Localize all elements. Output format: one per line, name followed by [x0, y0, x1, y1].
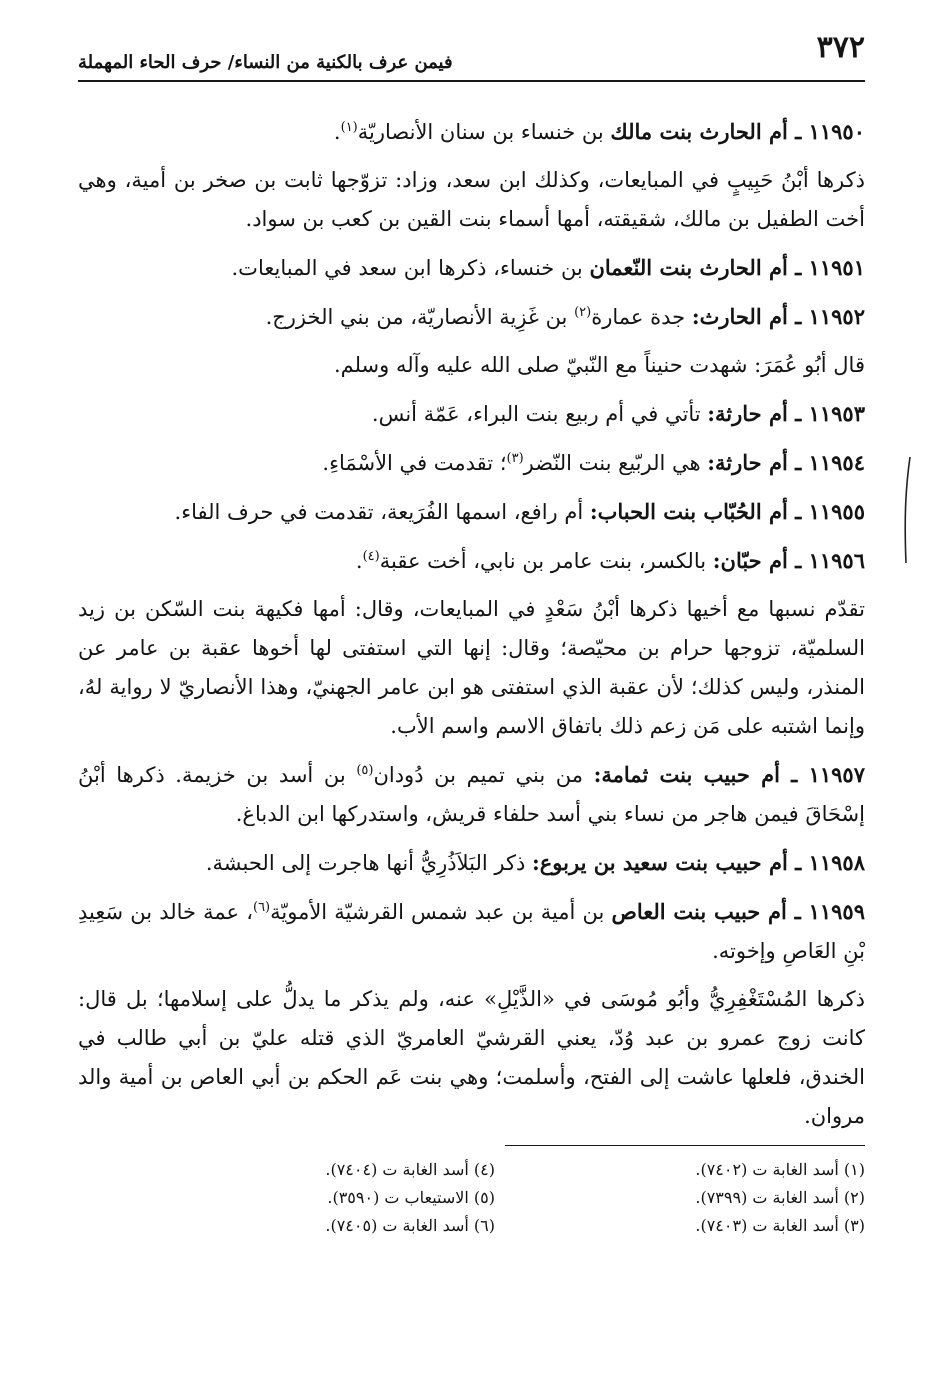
entry-number: ١١٩٥٤: [808, 450, 865, 475]
footnote-marker: (٢): [574, 305, 592, 320]
entry-separator: ـ: [787, 255, 809, 280]
entry-name: أم حارثة:: [707, 401, 788, 426]
entry-11959: [78, 892, 865, 971]
entry-name: أم حبّان:: [712, 548, 788, 573]
entry-name: أم الحارث بنت النّعمان: [589, 255, 788, 280]
entry-text-end: .: [355, 549, 363, 573]
entry-11957: [78, 755, 865, 834]
margin-pen-mark: [900, 455, 916, 565]
entry-text: أم رافع، اسمها الفُرَيعة، تقدمت في حرف الفاء.: [174, 500, 584, 524]
entry-number: ١١٩٥٧: [808, 762, 865, 787]
entry-name: أم الحارث بنت مالك: [610, 119, 788, 144]
entry-text-end: ؛ تقدمت في الأسْمَاءِ.: [322, 451, 507, 475]
entry-separator: ـ: [787, 548, 809, 573]
footnotes-column-left: [195, 1156, 495, 1240]
entry-text: جدة عمارة: [591, 305, 686, 329]
paragraph: ذكرها أبْنُ حَبِيبٍ في المبايعات، وكذلك ابن سعد، وزاد: تزوّجها ثابت بن صخر بن أمية، وهي أخت الطفيل بن مالك، شقيقته، أمها أسماء بنت القين بن كعب بن سواد.: [78, 168, 865, 231]
entry-name: أم حبيب بنت العاص: [611, 899, 787, 924]
paragraph: تقدّم نسبها مع أخيها ذكرها أبْنُ سَعْدٍ في المبايعات، وقال: أمها فكيهة بنت السّكن بن زيد السلميّة، تزوجها حرام بن محيّصة؛ وقال: إنها التي استفتى لها أخوها عقبة بن عامر عن المنذر، وليس كذلك؛ لأن عقبة الذي استفتى هو ابن عامر الجهنيّ، وهذا الأنصاريّ لا رواية لهُ، وإنما اشتبه على مَن زعم ذلك باتفاق الاسم واسم الأب.: [78, 597, 865, 738]
entry-number: ١١٩٥٩: [808, 899, 865, 924]
entry-text: بن خنساء بن سنان الأنصاريّة: [357, 120, 604, 144]
running-title: فيمن عرف بالكنية من النساء/ حرف الحاء المهملة: [78, 52, 453, 73]
footnote-marker: (٦): [252, 900, 271, 915]
entry-separator: ـ: [786, 899, 809, 924]
entry-text: تأتي في أم ربيع بنت البراء، عَمّة أنس.: [371, 402, 701, 426]
entry-number: ١١٩٥٠: [808, 119, 865, 144]
entry-11955: [78, 492, 865, 532]
paragraph: قال أبُو عُمَرَ: شهدت حنيناً مع النّبيّ صلى الله عليه وآله وسلم.: [333, 353, 865, 377]
footnote-5: (٥) الاستيعاب ت (٣٥٩٠).: [327, 1188, 495, 1207]
entry-number: ١١٩٥١: [808, 255, 865, 280]
entry-11952: [78, 297, 865, 337]
footnote-2: (٢) أسد الغابة ت (٧٣٩٩).: [695, 1188, 865, 1207]
entry-11958: [78, 843, 865, 883]
footnote-1: (١) أسد الغابة ت (٧٤٠٢).: [695, 1160, 865, 1179]
entry-text: بن خنساء، ذكرها ابن سعد في المبايعات.: [231, 256, 583, 280]
footnote-marker: (٤): [362, 549, 380, 564]
entry-text-end: بن غَزِية الأنصاريّة، من بني الخزرج.: [265, 305, 575, 329]
footnote-marker: (٣): [506, 451, 524, 466]
entry-number: ١١٩٥٣: [808, 401, 865, 426]
footnote-6: (٦) أسد الغابة ت (٧٤٠٥).: [325, 1216, 495, 1235]
entry-separator: ـ: [779, 762, 809, 787]
entry-text: هي الربّيع بنت النّضر: [523, 451, 701, 475]
entry-text: بالكسر، بنت عامر بن نابي، أخت عقبة: [379, 549, 707, 573]
entry-name: أم الحُبّاب بنت الحباب:: [589, 499, 788, 524]
entry-separator: ـ: [787, 304, 809, 329]
entry-11950: [78, 112, 865, 152]
entry-separator: ـ: [787, 499, 809, 524]
entry-name: أم الحارث:: [691, 304, 788, 329]
entry-name: أم حارثة:: [707, 450, 788, 475]
footnote-marker: (١): [340, 120, 358, 135]
entry-separator: ـ: [787, 450, 809, 475]
footnote-4: (٤) أسد الغابة ت (٧٤٠٤).: [325, 1160, 495, 1179]
entry-11954: [78, 443, 865, 483]
page-body: [78, 112, 865, 1136]
page-number: ٣٧٢: [816, 30, 865, 65]
entry-number: ١١٩٥٥: [808, 499, 865, 524]
entry-number: ١١٩٥٦: [808, 548, 865, 573]
footnote-divider: [505, 1145, 865, 1146]
paragraph: ذكرها المُسْتَغْفِرِيُّ وأبُو مُوسَى في «الذَّيْلِ» عنه، ولم يذكر ما يدلُّ على إسلامها؛ بل قال: كانت زوج عمرو بن عبد وُدّ، يعني القرشيّ العامريّ الذي قتله عليّ بن أبي طالب في الخندق، فلعلها عاشت إلى الفتح، وأسلمت؛ وهي بنت عَم الحكم بن أبي العاص بن أمية والد مروان.: [78, 987, 865, 1128]
footnotes: [78, 1156, 865, 1256]
entry-text: ذكر البَلاَذُرِيُّ أنها هاجرت إلى الحبشة.: [205, 851, 526, 875]
entry-name: أم حبيب بنت ثمامة:: [593, 762, 780, 787]
entry-11951: [78, 248, 865, 288]
entry-11953: [78, 394, 865, 434]
running-head: [78, 30, 865, 82]
entry-separator: ـ: [787, 401, 809, 426]
entry-text-end: ، عمة خالد بن سَعِيدِ بْنِ العَاصِ وإخوته.: [78, 900, 865, 963]
entry-11956: [78, 541, 865, 581]
entry-text: من بني تميم بن دُودان: [373, 763, 584, 787]
entry-name: أم حبيب بنت سعيد بن يربوع:: [532, 850, 788, 875]
entry-separator: ـ: [787, 119, 809, 144]
entry-separator: ـ: [787, 850, 809, 875]
entry-number: ١١٩٥٢: [808, 304, 865, 329]
entry-text-end: بن أسد بن خزيمة. ذكرها أبْنُ إسْحَاقَ فيمن هاجر من نساء بني أسد حلفاء قريش، واستدركها ابن الدباغ.: [78, 763, 865, 826]
footnote-3: (٣) أسد الغابة ت (٧٤٠٣).: [695, 1216, 865, 1235]
footnote-marker: (٥): [356, 763, 374, 778]
footnotes-column-right: [565, 1156, 865, 1240]
book-page: [78, 30, 865, 1363]
entry-text: بن أمية بن عبد شمس القرشيّة الأمويّة: [270, 900, 605, 924]
entry-number: ١١٩٥٨: [808, 850, 865, 875]
entry-text-end: .: [333, 120, 341, 144]
